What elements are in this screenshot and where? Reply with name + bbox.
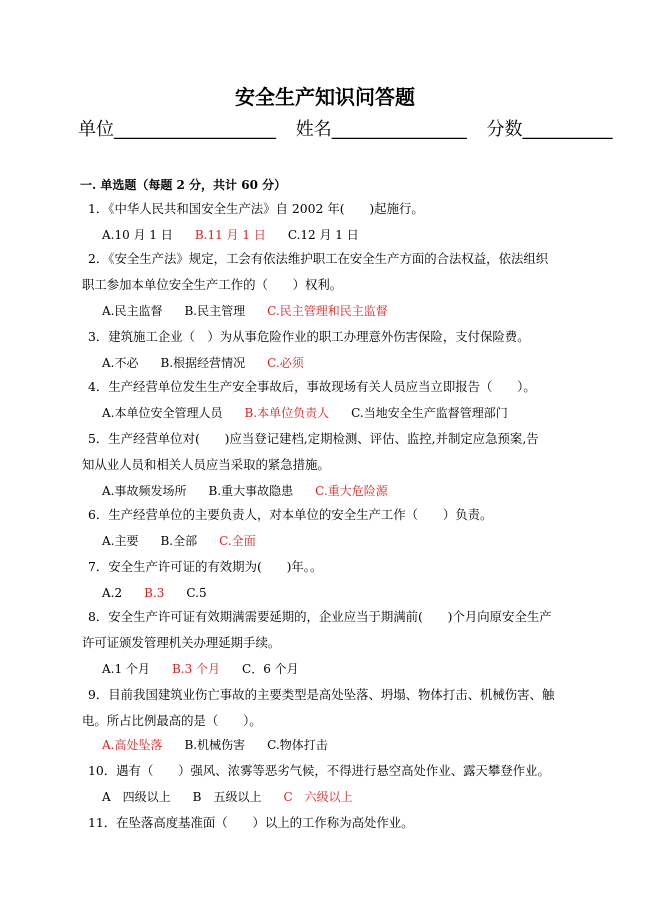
- question-11-line: 11．在坠落高度基准面（ ）以上的工作称为高处作业。: [88, 815, 414, 830]
- header-info: [78, 116, 613, 144]
- option: A.2: [102, 586, 123, 600]
- answer-option: C.民主管理和民主监督: [267, 304, 388, 318]
- question-2-line: 2．《安全生产法》规定，工会有依法维护职工在安全生产方面的合法权益，依法组织: [88, 251, 549, 266]
- page-title: 安全生产知识问答题: [235, 85, 415, 109]
- option: A.不必: [102, 356, 139, 370]
- question-4-line: 4．生产经营单位发生生产安全事故后，事故现场有关人员应当立即报告（ ）。: [88, 379, 536, 394]
- question-10-options: [102, 788, 375, 806]
- question-3-line: 3．建筑施工企业（ ）为从事危险作业的职工办理意外伤害保险，支付保险费。: [88, 329, 530, 344]
- question-6-line: 6．生产经营单位的主要负责人，对本单位的安全生产工作（ ）负责。: [88, 507, 493, 522]
- option: A.事故频发场所: [102, 484, 187, 498]
- question-9-line: 9．目前我国建筑业伤亡事故的主要类型是高处坠落、坍塌、物体打击、机械伤害、触: [88, 687, 555, 702]
- option: B.机械伤害: [184, 738, 246, 752]
- answer-option: C 六级以上: [283, 790, 353, 804]
- question-8-line: 许可证颁发管理机关办理延期手续。: [82, 635, 281, 650]
- section-heading: 一. 单选题（每题 2 分，共计 60 分）: [80, 178, 287, 192]
- question-9-line: 电。所占比例最高的是（ ）。: [82, 713, 262, 728]
- option: B.根据经营情况: [160, 356, 246, 370]
- option: C.当地安全生产监督管理部门: [351, 406, 508, 420]
- question-1-options: [102, 226, 381, 244]
- question-10-line: 10．遇有（ ）强风、浓雾等恶劣气候，不得进行悬空高处作业、露天攀登作业。: [88, 763, 550, 778]
- score-field: 分数__________: [486, 119, 613, 140]
- question-6-options: [102, 532, 278, 550]
- question-8-line: 8．安全生产许可证有效期满需要延期的，企业应当于期满前( )个月向原安全生产: [88, 609, 552, 624]
- answer-option: C.全面: [219, 534, 256, 548]
- option: A.主要: [102, 534, 139, 548]
- question-1-line: 1．《中华人民共和国安全生产法》自 2002 年( )起施行。: [88, 201, 424, 216]
- name-field: 姓名_______________: [295, 119, 467, 140]
- answer-option: A.高处坠落: [102, 738, 163, 752]
- option: B 五级以上: [192, 790, 262, 804]
- option: A.10 月 1 日: [102, 228, 173, 242]
- option: B.民主管理: [184, 304, 246, 318]
- option: B.重大事故隐患: [208, 484, 294, 498]
- question-5-options: [102, 482, 410, 500]
- question-5-line: 5．生产经营单位对( )应当登记建档,定期检测、评估、监控,并制定应急预案,告: [88, 431, 539, 446]
- option: A.本单位安全管理人员: [102, 406, 223, 420]
- option: A 四级以上: [102, 790, 171, 804]
- option: C．6 个月: [242, 662, 299, 676]
- option: C.5: [186, 586, 207, 600]
- answer-option: C.重大危险源: [315, 484, 388, 498]
- question-4-options: [102, 404, 530, 422]
- question-8-options: [102, 660, 321, 678]
- question-7-line: 7．安全生产许可证的有效期为( )年。。: [88, 559, 323, 574]
- question-5-line: 知从业人员和相关人员应当采取的紧急措施。: [82, 457, 330, 472]
- question-9-options: [102, 736, 350, 754]
- answer-option: B.3 个月: [171, 662, 221, 676]
- option: A.民主监督: [102, 304, 163, 318]
- option: C.12 月 1 日: [287, 228, 359, 242]
- question-3-options: [102, 354, 326, 372]
- answer-option: B.本单位负责人: [244, 406, 330, 420]
- question-7-options: [102, 584, 229, 602]
- option: C.物体打击: [267, 738, 328, 752]
- option: A.1 个月: [102, 662, 150, 676]
- question-2-options: [102, 302, 410, 320]
- answer-option: B.3: [144, 586, 165, 600]
- unit-field: 单位__________________: [78, 119, 276, 140]
- answer-option: B.11 月 1 日: [194, 228, 266, 242]
- question-2-line: 职工参加本单位安全生产工作的（ ）权利。: [82, 277, 343, 292]
- answer-option: C.必须: [267, 356, 304, 370]
- option: B.全部: [160, 534, 198, 548]
